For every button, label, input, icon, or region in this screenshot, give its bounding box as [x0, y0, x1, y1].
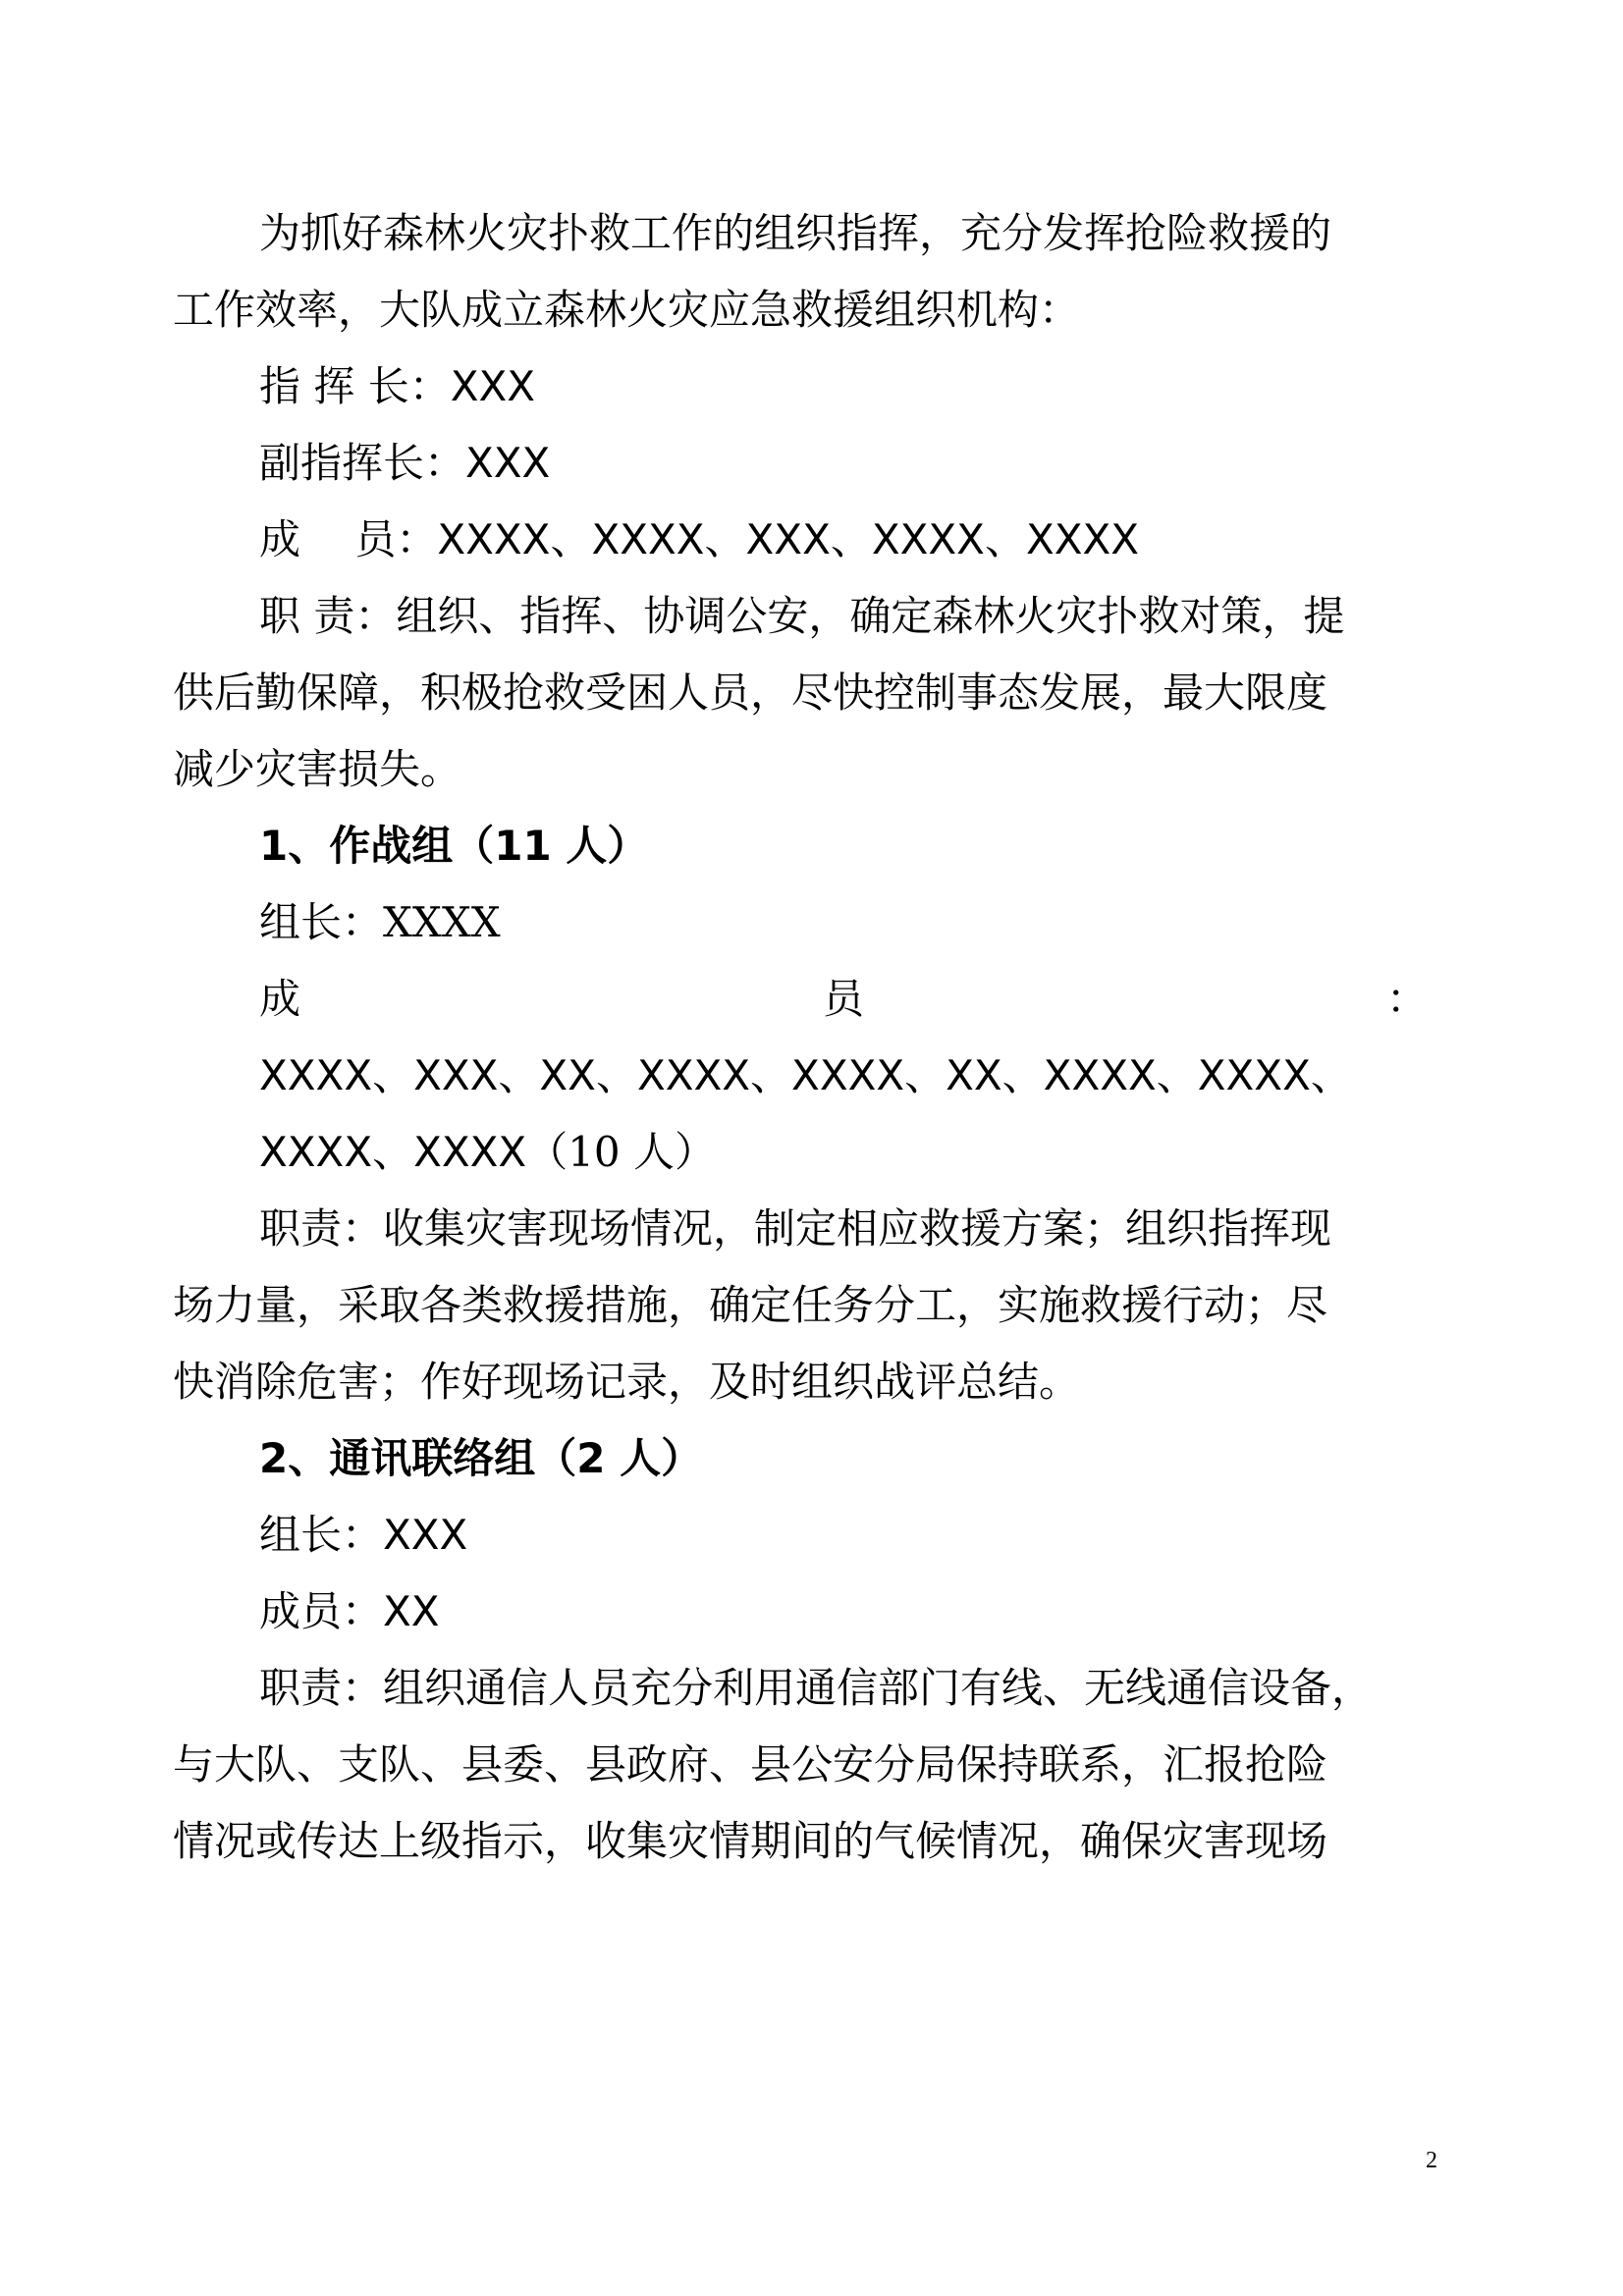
command-duty-line-3: 减少灾害损失。 [173, 745, 462, 793]
command-members-line: 成 员：XXXX、XXXX、XXX、XXXX、XXXX [259, 515, 1140, 563]
commander-line: 指 挥 长：XXX [259, 362, 536, 410]
group1-members-line-2 [259, 1123, 716, 1182]
group2-heading: 2、通讯联络组（2 人） [259, 1434, 703, 1482]
command-duty-line-1: 职 责：组织、指挥、协调公安，确定森林火灾扑救对策，提 [259, 592, 1345, 640]
group1-members-label [259, 970, 1428, 1029]
intro-line-1: 为抓好森林火灾扑救工作的组织指挥，充分发挥抢险救援的 [259, 209, 1332, 257]
group2-members-line: 成员：XX [259, 1587, 440, 1635]
group1-leader-label: 组长： [259, 898, 384, 946]
group2-duty-line-1: 职责：组织通信人员充分利用通信部门有线、无线通信设备， [259, 1664, 1374, 1712]
group2-duty-line-2: 与大队、支队、县委、县政府、县公安分局保持联系，汇报抢险 [173, 1740, 1328, 1789]
group1-duty-line-1: 职责：收集灾害现场情况，制定相应救援方案；组织指挥现 [259, 1204, 1332, 1253]
group1-member-count: （10 人） [526, 1128, 716, 1176]
group1-duty-line-2: 场力量，采取各类救援措施，确定任务分工，实施救援行动；尽 [173, 1281, 1328, 1329]
group2-duty-line-3: 情况或传达上级指示，收集灾情期间的气候情况，确保灾害现场 [173, 1817, 1328, 1865]
group1-members-names: XXXX、XXXX [259, 1128, 527, 1176]
group1-members-label-part-1: 成 [259, 975, 301, 1023]
group2-leader-line: 组长：XXX [259, 1511, 468, 1559]
command-duty-line-2: 供后勤保障，积极抢救受困人员，尽快控制事态发展，最大限度 [173, 668, 1328, 717]
group1-leader-name: XXXX [383, 898, 501, 946]
group1-members-label-part-2: 员 [822, 975, 864, 1023]
page-number: 2 [1426, 2148, 1437, 2173]
group1-members-label-part-3: ： [1385, 975, 1428, 1023]
group1-leader-line [259, 893, 501, 952]
intro-line-2: 工作效率，大队成立森林火灾应急救援组织机构： [173, 286, 1081, 334]
group1-members-line-1: XXXX、XXX、XX、XXXX、XXXX、XX、XXXX、XXXX、 [259, 1051, 1352, 1099]
group1-duty-line-3: 快消除危害；作好现场记录，及时组织战评总结。 [173, 1358, 1081, 1406]
deputy-commander-line: 副指挥长：XXX [259, 439, 551, 487]
group1-heading: 1、作战组（11 人） [259, 822, 649, 870]
